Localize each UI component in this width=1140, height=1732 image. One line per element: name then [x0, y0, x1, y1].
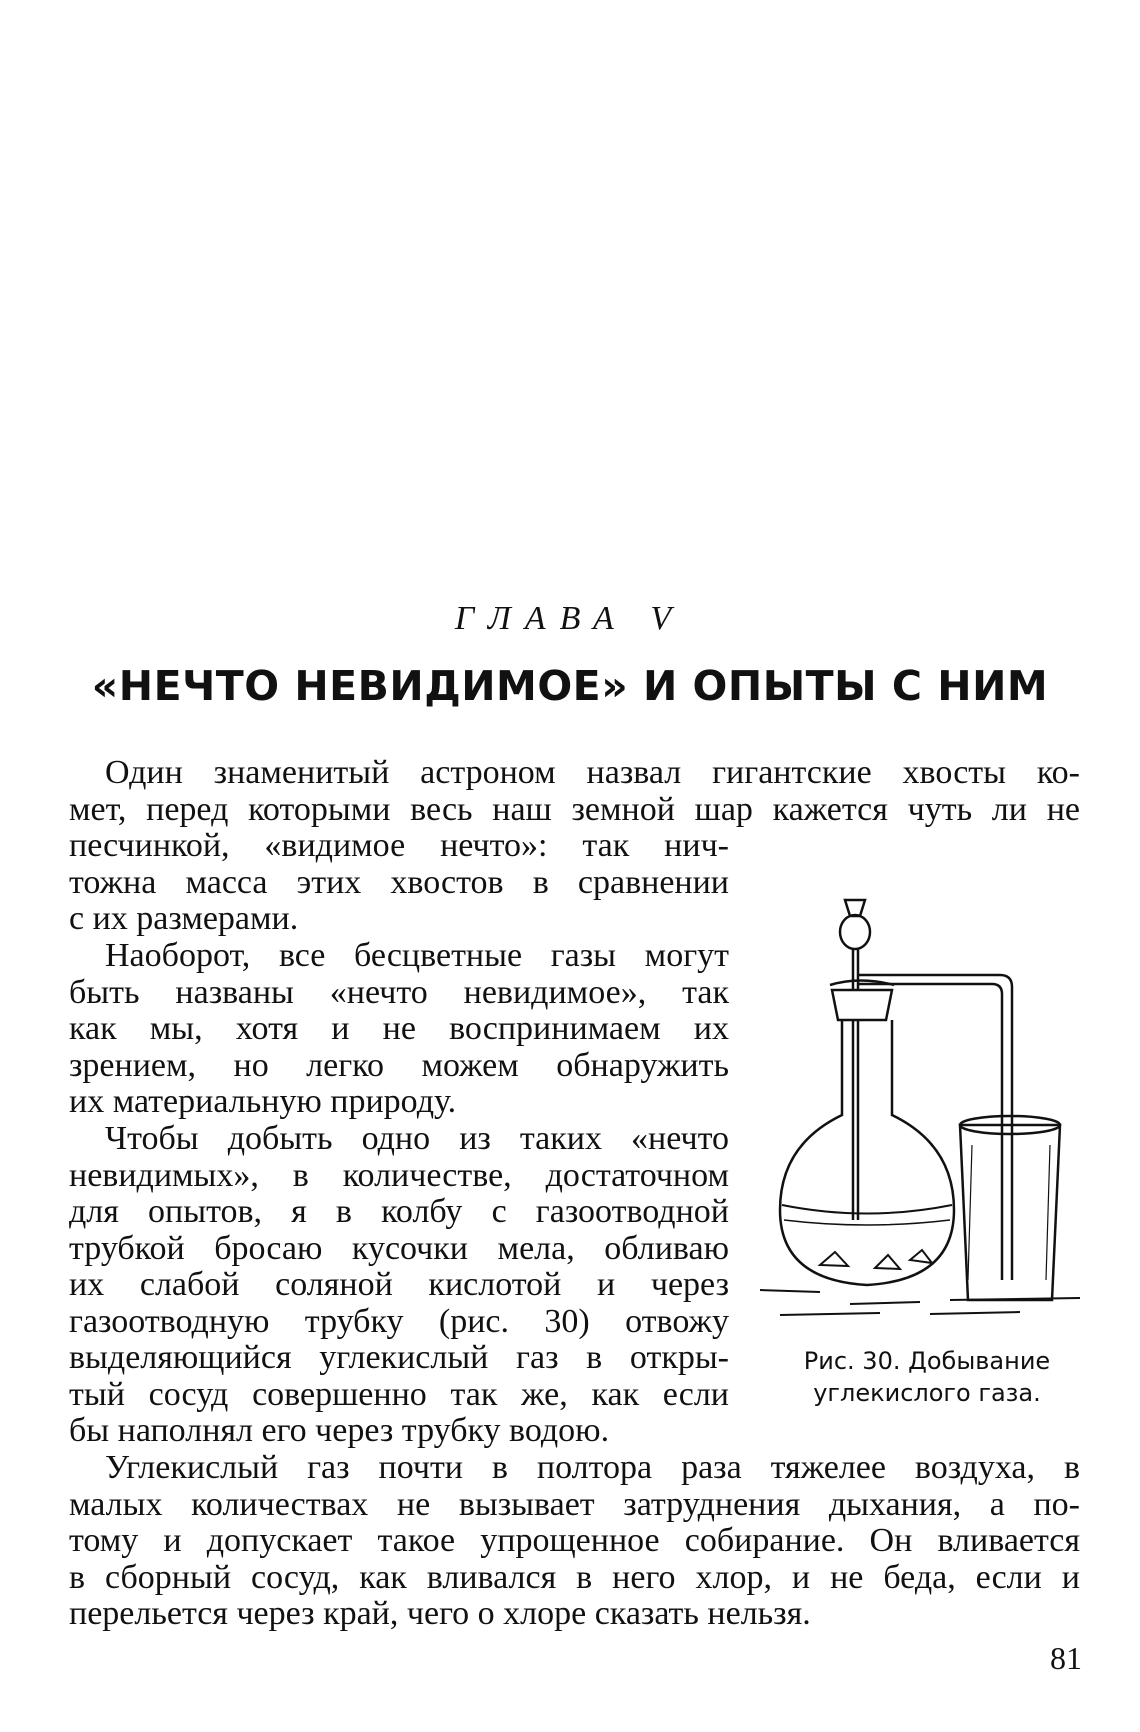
text-line: газоотводную трубку (рис. 30) отвожу	[69, 1302, 729, 1340]
funnel-top	[845, 900, 865, 916]
paragraph-1-wide	[69, 755, 1080, 828]
text-line: песчинкой, «видимое нечто»: так нич-	[69, 827, 729, 864]
text-line: Наоборот, все бесцветные газы могут	[105, 937, 729, 974]
paragraph-1-narrow	[69, 828, 729, 938]
stopper	[832, 990, 892, 1020]
text-line: Углекислый газ почти в полтора раза тяжелее воздуха, в	[105, 1449, 1080, 1486]
page-number: 81	[1050, 1640, 1082, 1676]
chapter-label: ГЛАВА V	[454, 600, 686, 637]
figure-caption	[762, 1345, 1092, 1409]
text-line: невидимых», в количестве, достаточном	[69, 1156, 729, 1194]
text-line: с их размерами.	[69, 900, 299, 937]
text-line: их слабой соляной кислотой и через	[69, 1266, 729, 1303]
text-line: перельется через край, чего о хлоре сказать нельзя.	[69, 1595, 811, 1632]
text-line: мет, перед которыми весь наш земной шар кажется чуть ли не	[69, 790, 1080, 828]
caption-line: Рис. 30. Добывание	[803, 1347, 1051, 1375]
text-line: быть названы «нечто невидимое», так	[69, 973, 729, 1011]
text-line: малых количествах не вызывает затруднения дыхания, а по-	[69, 1485, 1080, 1523]
text-line: Один знаменитый астроном назвал гигантские хвосты ко-	[105, 754, 1080, 791]
text-line: как мы, хотя и не воспринимаем их	[69, 1010, 729, 1047]
text-line: Чтобы добыть одно из таких «нечто	[105, 1120, 729, 1157]
text-line: выделяющийся углекислый газ в откры-	[69, 1339, 729, 1376]
text-line: для опытов, я в колбу с газоотводной	[69, 1193, 729, 1230]
text-line: зрением, но легко можем обнаружить	[69, 1046, 729, 1084]
text-line: тому и допускает такое упрощенное собирание. Он вливается	[69, 1522, 1080, 1559]
paragraph-3	[69, 1121, 729, 1450]
table-shading	[760, 1290, 1080, 1315]
caption-line: углекислого газа.	[813, 1379, 1041, 1407]
text-line: в сборный сосуд, как вливался в него хлор, и не беда, если и	[69, 1558, 1080, 1596]
text-line: бы наполнял его через трубку водою.	[69, 1412, 610, 1449]
paragraph-2	[69, 938, 729, 1121]
text-line: тожна масса этих хвостов в сравнении	[69, 863, 729, 901]
text-line: трубкой бросаю кусочки мела, обливаю	[69, 1229, 729, 1267]
beaker	[960, 1125, 1060, 1300]
paragraph-4	[69, 1450, 1080, 1633]
text-line: тый сосуд совершенно так же, как если	[69, 1375, 729, 1413]
flask	[780, 1020, 954, 1285]
funnel-bulb	[840, 915, 870, 949]
co2-apparatus-illustration	[760, 880, 1090, 1320]
text-line: их материальную природу.	[69, 1083, 457, 1120]
chapter-title: «НЕЧТО НЕВИДИМОЕ» И ОПЫТЫ С НИМ	[91, 662, 1049, 710]
